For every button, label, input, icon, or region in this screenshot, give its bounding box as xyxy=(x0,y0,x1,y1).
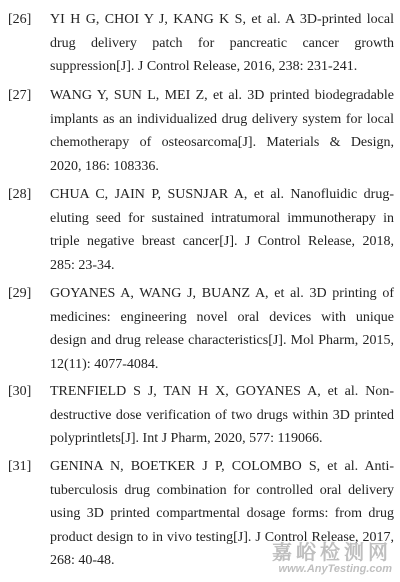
reference-text: YI H G, CHOI Y J, KANG K S, et al. A 3D-printed local drug delivery patch for pancreatic cancer growth suppression[J]. J Control Release, 2016, 238: 231-241. xyxy=(50,12,394,74)
reference-text: GOYANES A, WANG J, BUANZ A, et al. 3D printing of medicines: engineering novel oral devices with unique design and drug release characteristics[J]. Mol Pharm, 2015, 12(11): 4077-4084. xyxy=(50,286,394,372)
reference-number: [28] xyxy=(8,187,32,202)
reference-text: WANG Y, SUN L, MEI Z, et al. 3D printed biodegradable implants as an individualized drug delivery system for local chemotherapy of osteosarcoma[J]. Materials & Design, 2020, 186: 108336. xyxy=(50,88,394,174)
watermark xyxy=(272,541,392,576)
reference-number: [27] xyxy=(8,88,32,103)
reference-text: TRENFIELD S J, TAN H X, GOYANES A, et al. Non-destructive dose verification of two drugs within 3D printed polyprintlets[J]. Int J Pharm, 2020, 577: 119066. xyxy=(50,384,394,446)
reference-number: [29] xyxy=(8,286,32,301)
reference-number: [31] xyxy=(8,459,32,474)
reference-text: CHUA C, JAIN P, SUSNJAR A, et al. Nanofluidic drug-eluting seed for sustained intratumoral immunotherapy in triple negative breast cancer[J]. J Control Release, 2018, 285: 23-34. xyxy=(50,187,394,273)
watermark-title: 嘉峪检测网 xyxy=(272,540,392,564)
watermark-url: www.AnyTesting.com xyxy=(278,563,392,575)
reference-text: GENINA N, BOETKER J P, COLOMBO S, et al. Anti-tuberculosis drug combination for controlled oral delivery using 3D printed compartmental dosage forms: from drug product design to in vivo testing[J]. J Control Release, 2017, 268: 40-48. xyxy=(50,459,394,568)
reference-number: [30] xyxy=(8,384,32,399)
reference-number: [26] xyxy=(8,12,32,27)
